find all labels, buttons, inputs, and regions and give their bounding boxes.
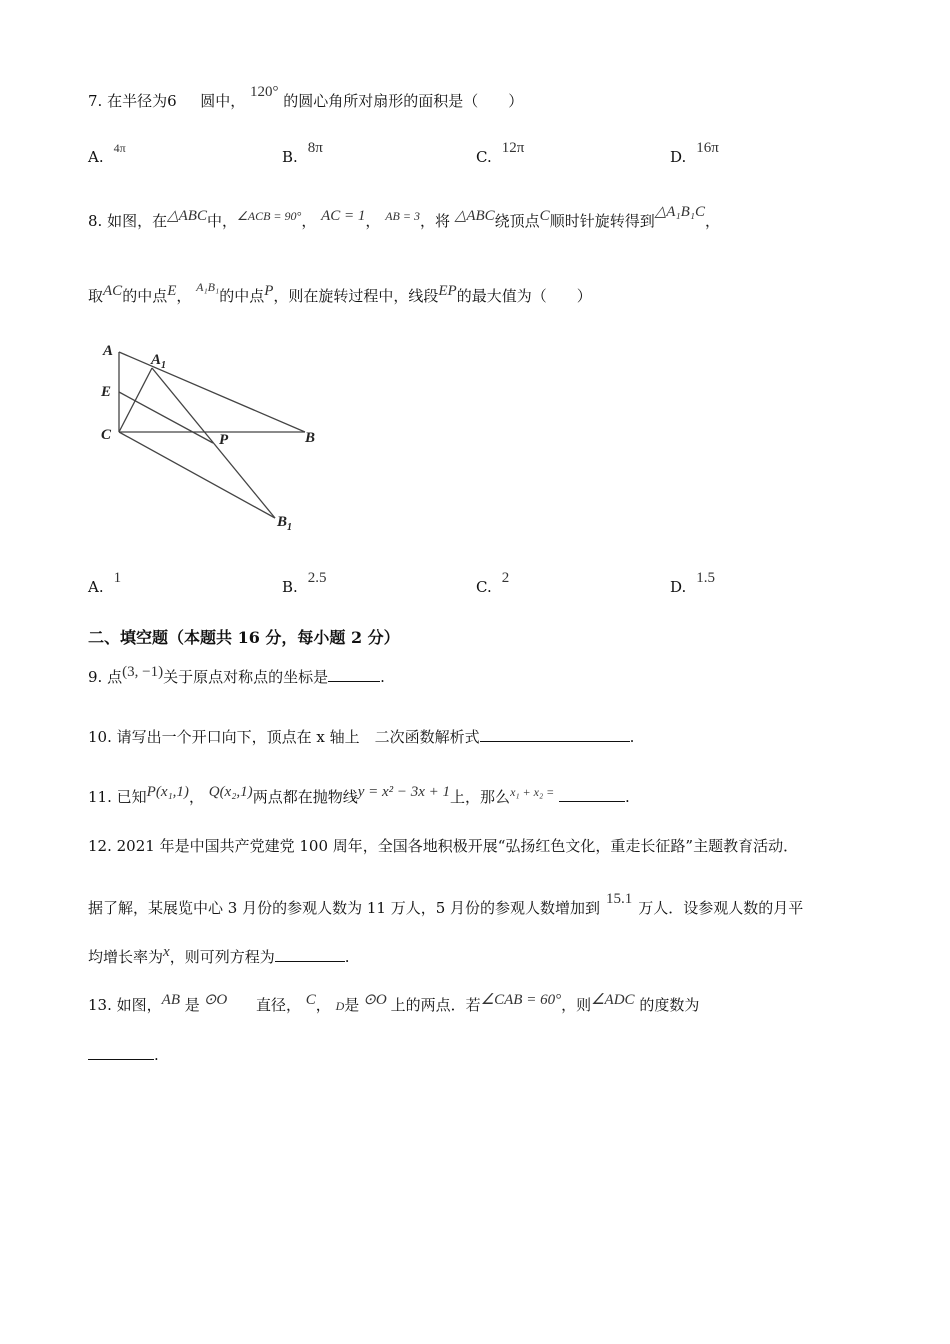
q8-option-a[interactable] — [88, 570, 122, 597]
q8-math: AC — [103, 283, 123, 299]
q11-text: 上，那么 — [450, 788, 511, 806]
q13-math: AB — [161, 992, 180, 1008]
q11-stem — [88, 786, 630, 807]
q13-number: 13. — [88, 996, 112, 1014]
q8-text: 的中点 — [219, 287, 265, 305]
option-value: 1 — [113, 570, 122, 586]
q13-circle: ⊙O — [363, 992, 387, 1008]
q13-math: D — [335, 999, 345, 1013]
q7-text: 在半径为6 — [107, 92, 177, 110]
q11-answer-blank[interactable] — [559, 787, 625, 802]
q12-answer-blank[interactable] — [275, 947, 345, 962]
q8-math: EP — [438, 283, 457, 299]
section-heading: 二、填空题（本题共 16 分，每小题 2 分） — [88, 628, 400, 647]
q9-answer-blank[interactable] — [328, 667, 380, 682]
q10-number: 10. — [88, 728, 112, 746]
q11-point-p: P(x₁,1) — [146, 784, 189, 800]
q12-text: 据了解，某展览中心 3 月份的参观人数为 11 万人，5 月份的参观人数增加到 — [88, 899, 601, 917]
q8-number: 8. — [88, 212, 103, 230]
q7-stem — [88, 84, 524, 111]
label-c: C — [101, 427, 112, 443]
q8-math: △A₁B₁C — [654, 204, 705, 220]
q8-text: 取 — [88, 287, 104, 305]
q8-math: ∠ACB = 90° — [237, 209, 302, 223]
q13-text: 直径， — [255, 996, 301, 1014]
q8-math: △ABC — [454, 208, 495, 224]
q13-text: ， — [315, 996, 331, 1014]
q8-math: E — [167, 283, 177, 299]
q9-number: 9. — [88, 668, 103, 686]
q12-text: ，则可列方程为 — [169, 948, 275, 966]
q12-value: 15.1 — [606, 891, 633, 907]
q13-stem — [88, 994, 699, 1015]
q13-answer-line — [88, 1045, 159, 1064]
q8-text: 的中点 — [122, 287, 168, 305]
q7-text: 的圆心角所对扇形的面积是（ ） — [283, 92, 524, 110]
q11-text: 已知 — [116, 788, 147, 806]
q11-text: 两点都在抛物线 — [252, 788, 358, 806]
q9-text: 点 — [107, 668, 123, 686]
q8-text: ， — [176, 287, 192, 305]
segment-cb1 — [119, 432, 275, 518]
q11-text: . — [625, 788, 630, 806]
q8-text: 绕顶点 — [494, 212, 540, 230]
option-label: D. — [670, 578, 687, 596]
q12-text: 2021 年是中国共产党建党 100 周年，全国各地积极开展“弘扬红色文化，重走长征路”主题教育活动． — [116, 837, 799, 855]
option-value: 16π — [696, 140, 719, 156]
label-e: E — [101, 384, 112, 400]
q11-point-q: Q(x₂,1) — [208, 784, 253, 800]
q12-text: 万人．设参观人数的月平 — [638, 899, 804, 917]
q8-text: 的最大值为（ ） — [456, 287, 592, 305]
q12-stem-line3 — [88, 946, 349, 967]
q8-text: ， — [365, 212, 381, 230]
option-label: C. — [476, 148, 492, 166]
q8-stem-line1 — [88, 204, 721, 231]
q12-text: 均增长率为 — [88, 948, 164, 966]
option-value: 2.5 — [307, 570, 327, 586]
q13-text: . — [154, 1046, 159, 1064]
q12-stem-line1 — [88, 835, 798, 856]
q8-text: 如图，在 — [107, 212, 168, 230]
q13-math: ∠ADC — [591, 992, 635, 1008]
option-label: A. — [88, 148, 104, 166]
q7-option-b[interactable] — [282, 140, 323, 167]
segment-a1b1 — [152, 368, 275, 518]
option-value: 12π — [501, 140, 525, 156]
q9-text: 关于原点对称点的坐标是 — [163, 668, 329, 686]
q7-option-d[interactable] — [670, 140, 719, 167]
q7-text: 圆中， — [200, 92, 246, 110]
q13-text: 是 — [344, 996, 360, 1014]
q8-text: 顺时针旋转得到 — [549, 212, 655, 230]
label-b: B — [305, 430, 316, 446]
q12-number: 12. — [88, 837, 112, 855]
segment-ca1 — [119, 368, 152, 432]
q8-math: C — [539, 208, 550, 224]
q7-number: 7. — [88, 92, 103, 110]
q8-text: 中， — [206, 212, 237, 230]
q11-parabola: y = x² − 3x + 1 — [357, 784, 451, 800]
option-value: 8π — [307, 140, 323, 156]
q9-point: (3, −1) — [122, 664, 164, 680]
q8-math: △ABC — [167, 208, 207, 224]
q13-math: ∠CAB = 60° — [480, 992, 562, 1008]
q13-text: 是 — [184, 996, 200, 1014]
q8-text: ，将 — [419, 212, 450, 230]
option-label: B. — [282, 148, 298, 166]
q13-text: 上的两点．若 — [390, 996, 481, 1014]
label-a: A — [103, 343, 114, 359]
q8-option-d[interactable] — [670, 570, 716, 597]
q13-text: 如图， — [116, 996, 162, 1014]
q13-circle: ⊙O — [203, 992, 228, 1008]
q12-text: . — [344, 948, 350, 966]
q13-math: C — [305, 992, 316, 1008]
segment-ab — [119, 352, 305, 432]
q10-text: 请写出一个开口向下，顶点在 x 轴上 二次函数解析式 — [116, 728, 480, 746]
option-label: D. — [670, 148, 687, 166]
q8-geometry-figure — [95, 340, 335, 535]
q8-text: ，则在旋转过程中，线段 — [273, 287, 439, 305]
q7-option-a[interactable] — [88, 141, 126, 166]
label-b1: $B_1$ — [277, 514, 293, 533]
q13-text: 的度数为 — [639, 996, 700, 1014]
q10-answer-blank[interactable] — [480, 727, 630, 742]
q8-text: ， — [301, 212, 317, 230]
q8-math: A₁B₁ — [196, 280, 220, 294]
q10-stem — [88, 726, 634, 747]
q11-text: ， — [188, 788, 204, 806]
q8-math: AC = 1 — [321, 208, 366, 224]
segment-ep — [119, 392, 213, 443]
q13-answer-blank[interactable] — [88, 1045, 154, 1060]
q8-math: AB = 3 — [385, 209, 420, 223]
option-value: 1.5 — [696, 570, 716, 586]
q8-option-c[interactable] — [476, 570, 510, 597]
q7-angle: 120° — [250, 84, 279, 100]
q7-option-c[interactable] — [476, 140, 525, 167]
label-a1: $A_1$ — [151, 352, 167, 371]
option-label: A. — [88, 578, 104, 596]
q11-number: 11. — [88, 788, 112, 806]
q8-text: ， — [705, 212, 721, 230]
q8-option-b[interactable] — [282, 570, 327, 597]
q9-text: . — [380, 668, 385, 686]
option-value: 2 — [501, 570, 510, 586]
q10-text: . — [629, 728, 635, 746]
q12-variable: x — [163, 944, 170, 960]
option-label: B. — [282, 578, 298, 596]
q9-stem — [88, 666, 385, 687]
q8-stem-line2 — [88, 280, 592, 306]
q11-sum: x₁ + x₂ = — [510, 785, 555, 799]
option-value: 4π — [113, 141, 126, 155]
q13-text: ，则 — [561, 996, 592, 1014]
option-label: C. — [476, 578, 492, 596]
q8-math: P — [264, 283, 274, 299]
label-p: P — [219, 432, 229, 448]
q12-stem-line2 — [88, 891, 804, 918]
